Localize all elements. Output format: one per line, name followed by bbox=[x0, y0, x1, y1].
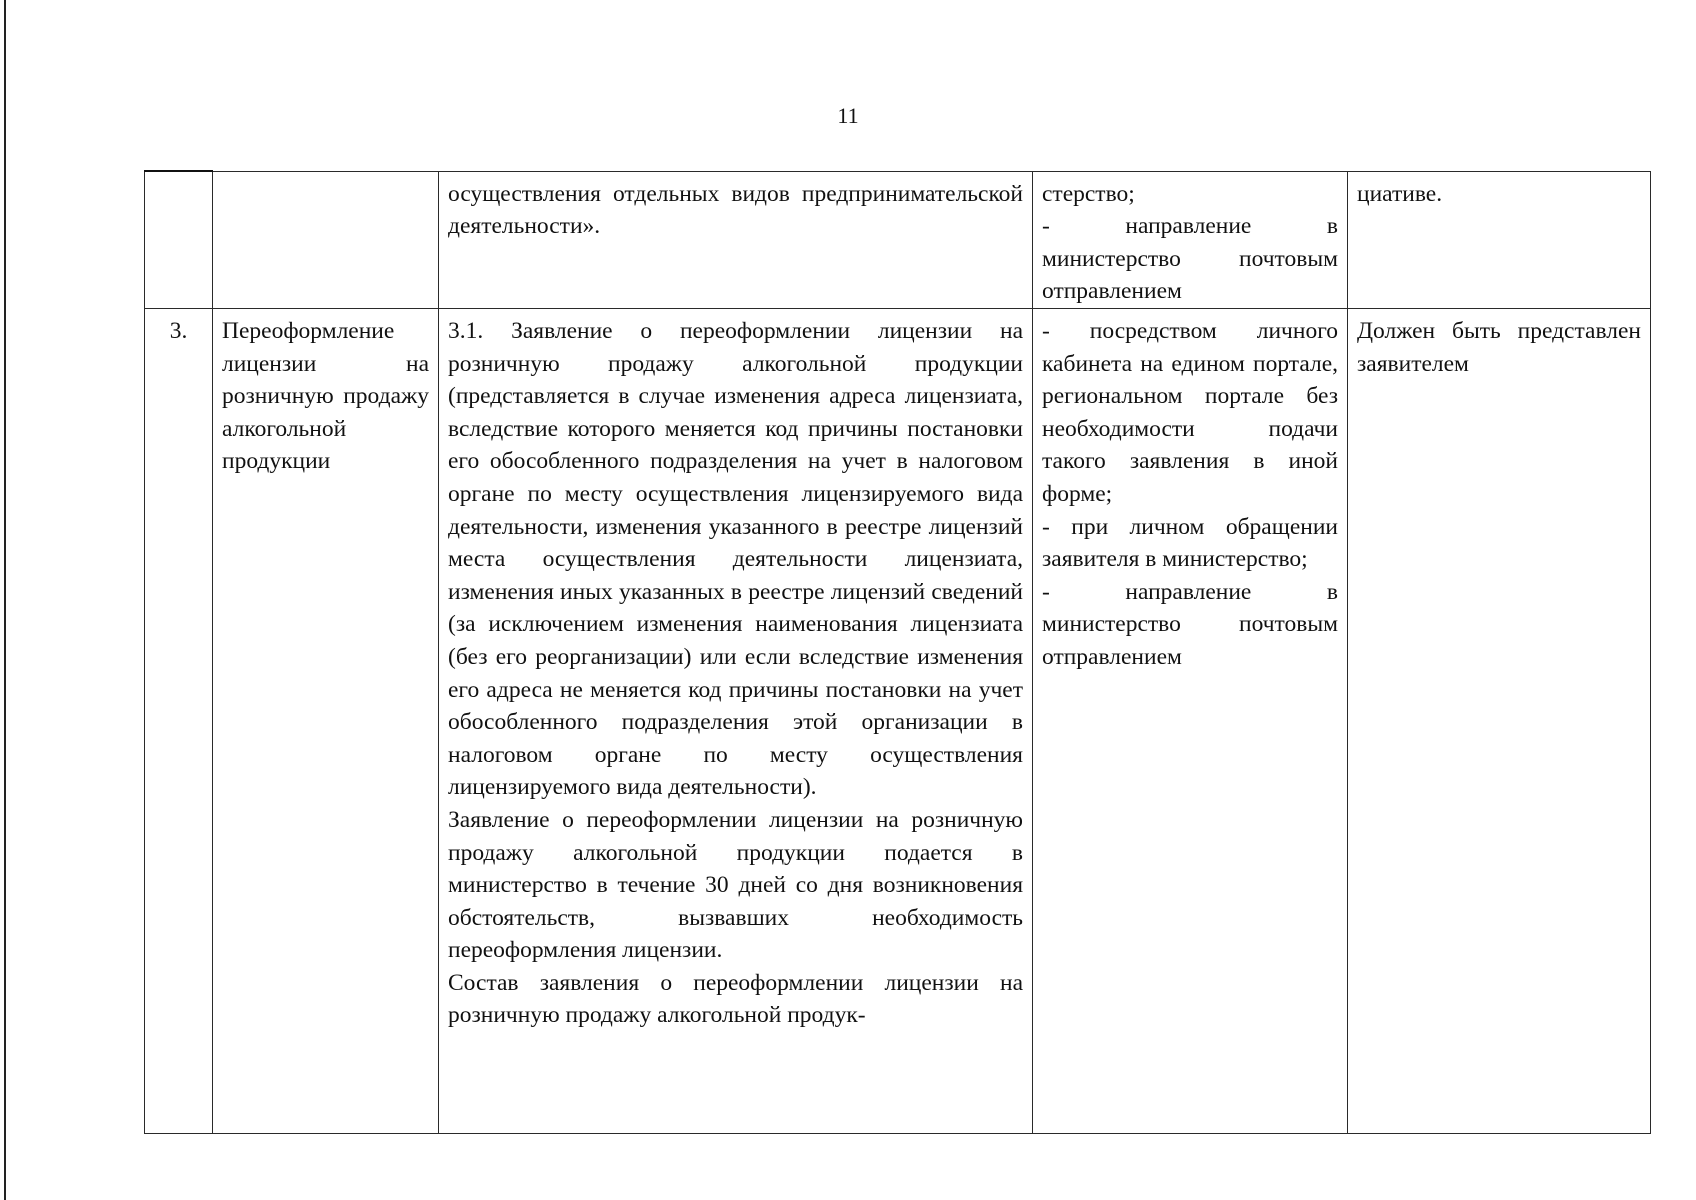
method-item: - направление в министерство почтовым отправлением bbox=[1042, 578, 1338, 670]
cell-note: Должен быть представлен заявителем bbox=[1348, 309, 1651, 1134]
table-row-continuation bbox=[145, 171, 1651, 309]
method-item: - направление в министерство почтовым отправлением bbox=[1042, 213, 1338, 305]
method-item: стерство; bbox=[1042, 180, 1135, 207]
page-number: 11 bbox=[837, 103, 859, 128]
cell-number bbox=[145, 171, 213, 309]
document-paragraph: 3.1. Заявление о переоформлении лицензии на розничную продажу алкогольной продукции (представляется в случае изменения адреса лицензиата, вследствие которого меняется код причины постановки его обособленного подразделения на учет в налоговом органе по месту осуществления лицензируемого вида деятельности, изменения указанного в реестре лицензий места осуществления деятельности лицензиата, изменения иных указанных в реестре лицензий сведений (за исключением изменения наименования лицензиата (без его реорганизации) или если вследствие изменения его адреса не меняется код причины постановки на учет обособленного подразделения этой организации в налоговом органе по месту осуществления лицензируемого вида деятельности). bbox=[448, 318, 1023, 801]
cell-submission-method bbox=[1033, 309, 1348, 1134]
cell-note: циативе. bbox=[1348, 171, 1651, 309]
document-table bbox=[144, 170, 1651, 1134]
cell-service-name bbox=[213, 309, 439, 1134]
document-paragraph: осуществления отдельных видов предпринимательской деятельности». bbox=[448, 180, 1023, 240]
cell-service-name bbox=[213, 171, 439, 309]
scan-left-edge bbox=[4, 0, 6, 1200]
method-item: - при личном обращении заявителя в министерство; bbox=[1042, 513, 1338, 573]
document-paragraph: Заявление о переоформлении лицензии на розничную продажу алкогольной продукции подается в министерство в течение 30 дней со дня возникновения обстоятельств, вызвавших необходимость переоформления лицензии. bbox=[448, 806, 1023, 964]
document-paragraph: Состав заявления о переоформлении лицензии на розничную продажу алкогольной продук- bbox=[448, 969, 1023, 1029]
cell-number: 3. bbox=[145, 309, 213, 1134]
method-item: - посредством личного кабинета на едином портале, региональном портале без необходимости подачи такого заявления в иной форме; bbox=[1042, 318, 1338, 507]
cell-document bbox=[439, 171, 1033, 309]
service-name-text: Переоформление лицензии на розничную продажу алкогольной продукции bbox=[222, 318, 429, 475]
table-row-3 bbox=[145, 309, 1651, 1134]
cell-document bbox=[439, 309, 1033, 1134]
cell-submission-method bbox=[1033, 171, 1348, 309]
